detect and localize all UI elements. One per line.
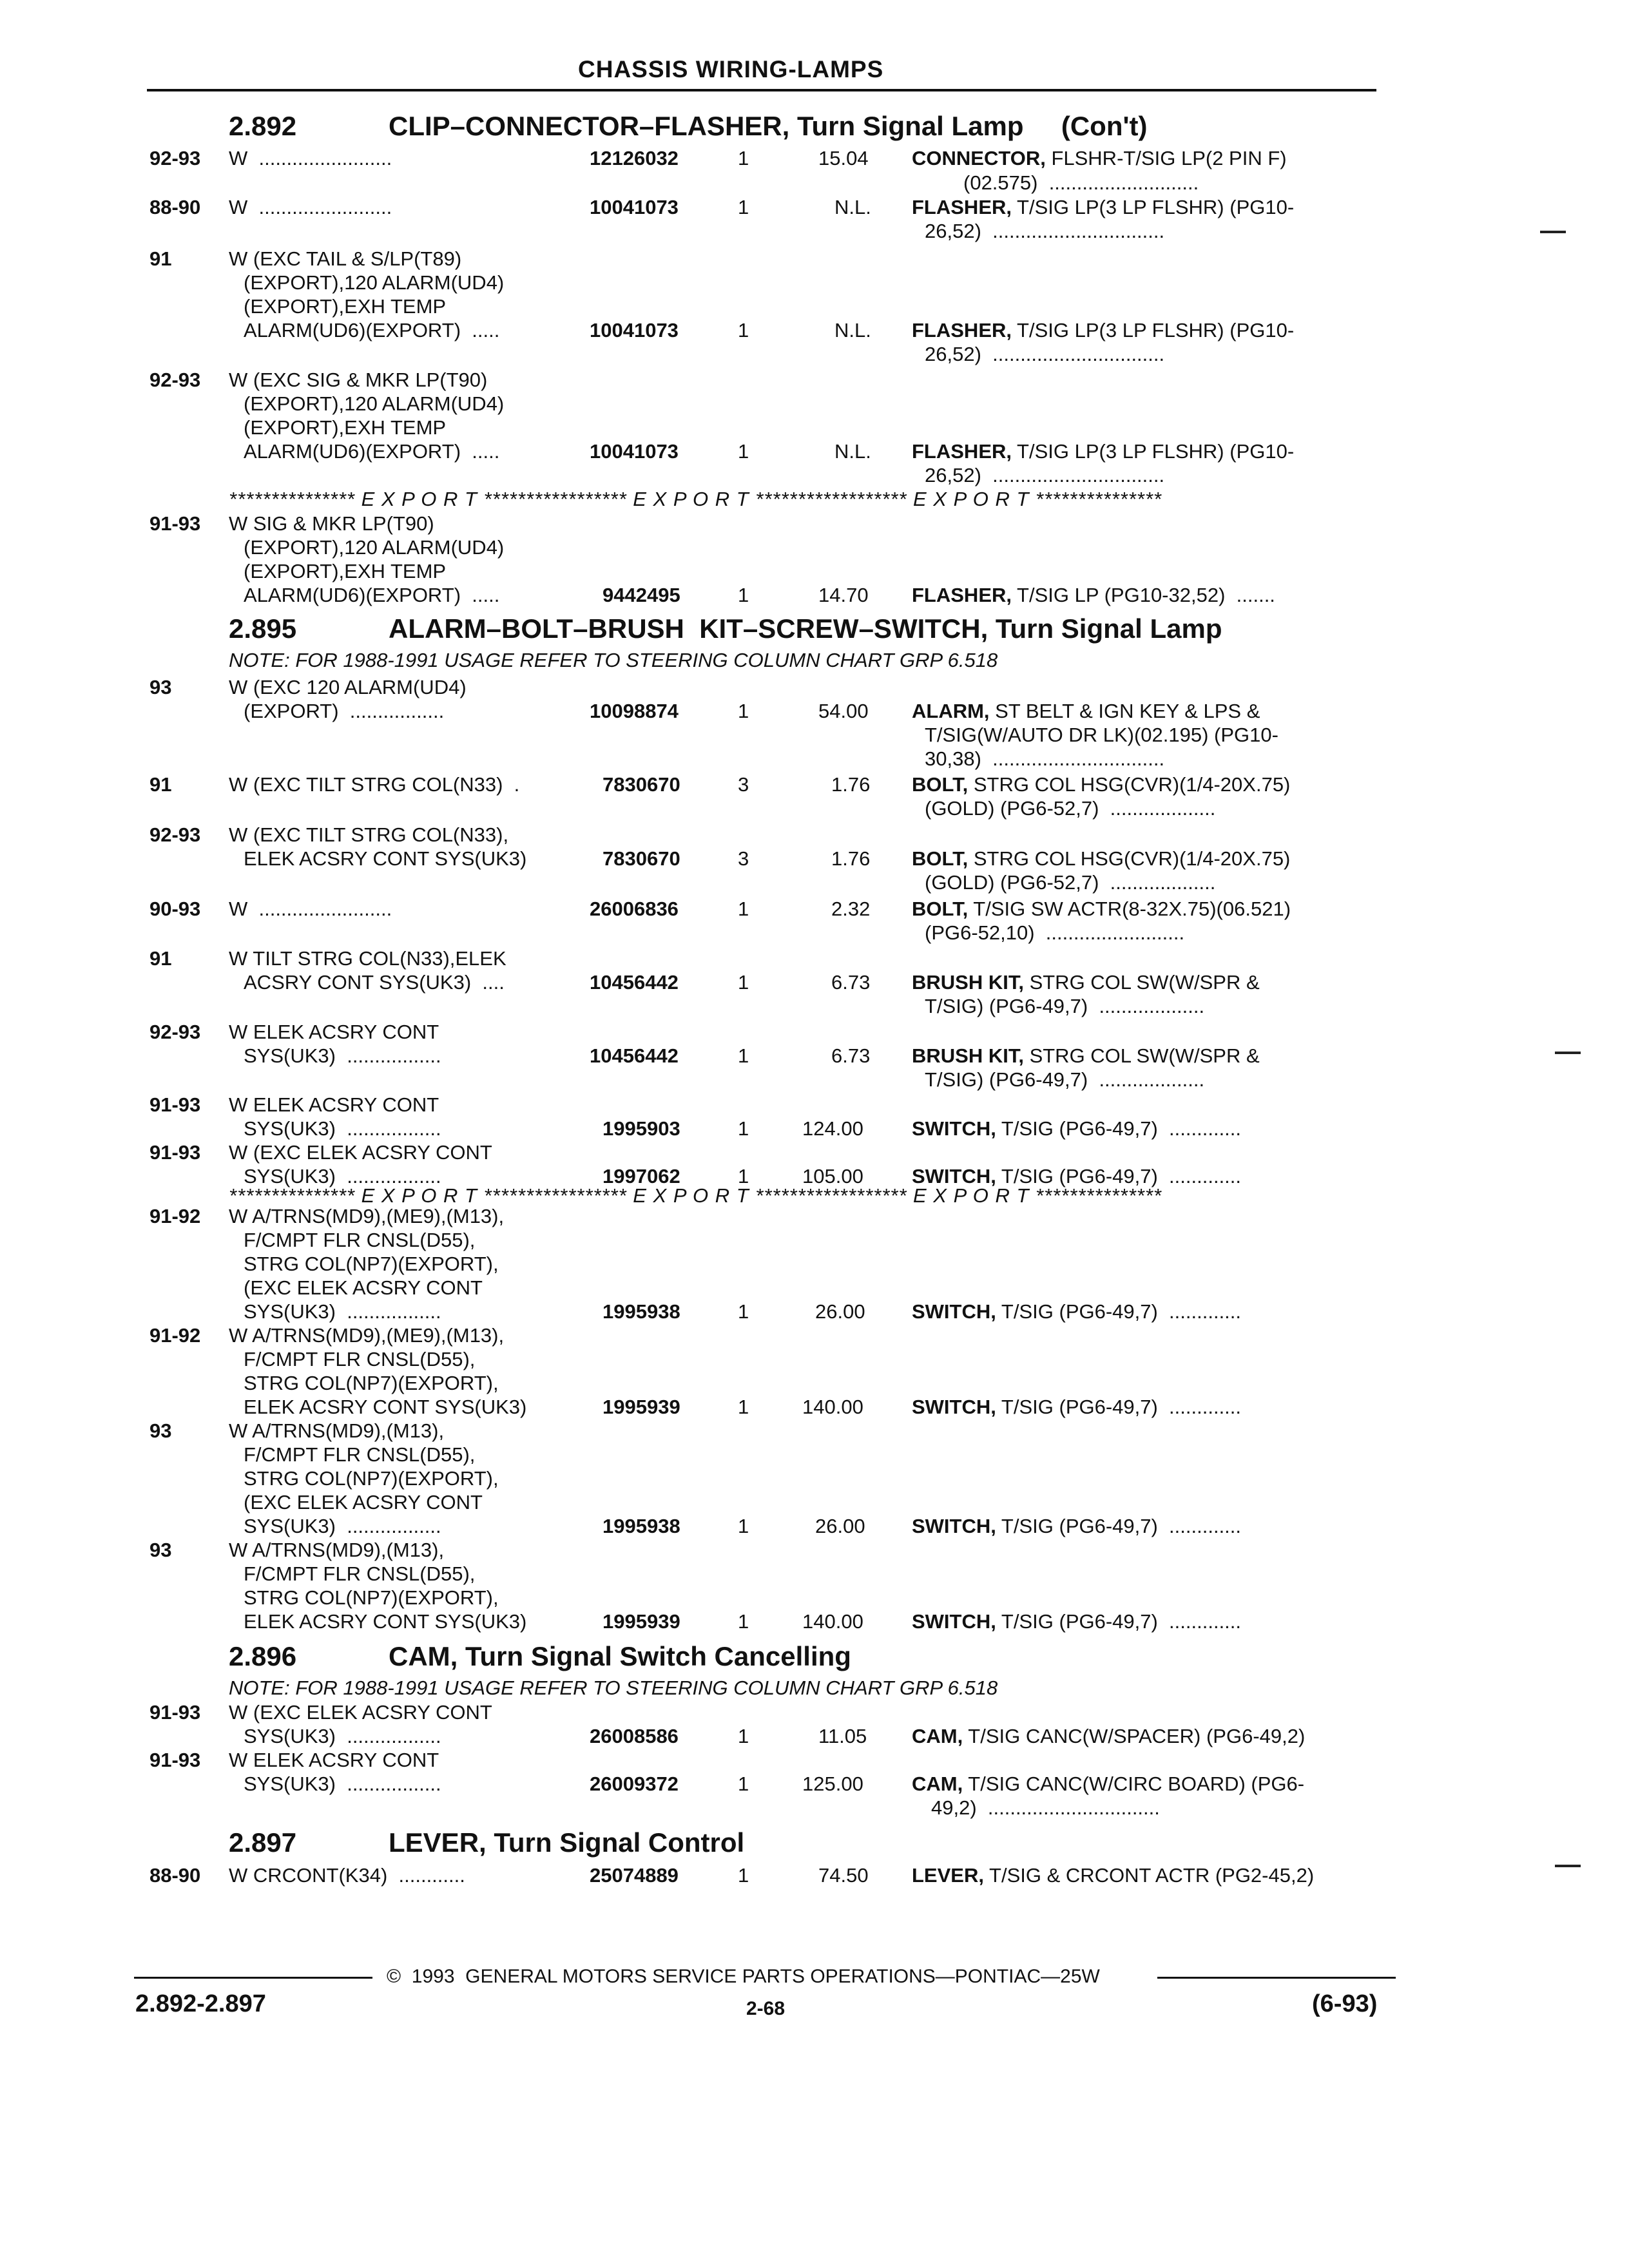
listing-text: F/CMPT FLR CNSL(D55),: [244, 1562, 476, 1585]
listing-text: [912, 319, 1294, 342]
listing-text: N.L.: [834, 440, 871, 463]
listing-text: 1: [738, 971, 749, 994]
listing-text: [912, 147, 1287, 170]
listing-text: (EXPORT),120 ALARM(UD4): [244, 271, 505, 294]
listing-text: 1: [738, 1396, 749, 1418]
part-name: LEVER,: [912, 1864, 984, 1887]
page-number: 2-68: [746, 1998, 786, 2019]
part-description: T/SIG (PG6-49,7) .............: [996, 1117, 1242, 1140]
listing-text: (GOLD) (PG6-52,7) ...................: [925, 871, 1216, 894]
part-description: T/SIG CANC(W/CIRC BOARD) (PG6-: [963, 1773, 1305, 1795]
listing-text: 54.00: [818, 700, 869, 722]
listing-text: STRG COL(NP7)(EXPORT),: [244, 1253, 499, 1275]
section-range: 2.892-2.897: [135, 1990, 266, 2017]
listing-text: 49,2) ...............................: [931, 1796, 1160, 1819]
listing-text: 7830670: [602, 773, 680, 796]
listing-text: 10041073: [590, 196, 679, 218]
listing-text: 93: [149, 1419, 172, 1442]
listing-text: 1: [738, 196, 749, 218]
listing-text: 140.00: [802, 1396, 863, 1418]
listing-text: 10041073: [590, 440, 679, 463]
listing-text: 1: [738, 700, 749, 722]
listing-text: 12126032: [590, 147, 679, 169]
listing-text: (EXPORT),EXH TEMP: [244, 560, 447, 582]
listing-text: 1: [738, 319, 749, 341]
header-rule: [147, 89, 1376, 91]
export-divider: *************** E X P O R T ***************** E X P O R T ****************** E X P O R T ***************: [229, 488, 1162, 510]
listing-text: 1: [738, 1165, 749, 1187]
listing-text: 91: [149, 947, 172, 970]
listing-text: 1995903: [602, 1117, 680, 1140]
listing-text: 92-93: [149, 1021, 201, 1043]
listing-text: 91-93: [149, 512, 201, 535]
listing-text: 91-92: [149, 1205, 201, 1227]
listing-text: 26.00: [815, 1515, 865, 1537]
listing-text: 15.04: [818, 147, 869, 169]
listing-text: F/CMPT FLR CNSL(D55),: [244, 1348, 476, 1370]
part-description: T/SIG (PG6-49,7) .............: [996, 1396, 1242, 1418]
listing-text: T/SIG(W/AUTO DR LK)(02.195) (PG10-: [925, 724, 1278, 746]
listing-text: 92-93: [149, 823, 201, 846]
listing-text: 1: [738, 1864, 749, 1887]
listing-text: SYS(UK3) .................: [244, 1773, 441, 1795]
listing-text: STRG COL(NP7)(EXPORT),: [244, 1372, 499, 1394]
part-description: T/SIG (PG6-49,7) .............: [996, 1515, 1242, 1537]
listing-text: 91-93: [149, 1749, 201, 1771]
listing-text: [912, 1610, 1241, 1633]
part-description: T/SIG LP(3 LP FLSHR) (PG10-: [1012, 196, 1295, 218]
listing-text: 1: [738, 1610, 749, 1633]
listing-text: SYS(UK3) .................: [244, 1117, 441, 1140]
listing-text: 91-93: [149, 1141, 201, 1164]
listing-text: 1995939: [602, 1396, 680, 1418]
listing-text: W (EXC TILT STRG COL(N33),: [229, 823, 509, 846]
listing-text: W ........................: [229, 147, 392, 169]
listing-text: 92-93: [149, 147, 201, 169]
listing-text: 1997062: [602, 1165, 680, 1187]
listing-text: W ELEK ACSRY CONT: [229, 1021, 439, 1043]
section-heading: 2.892: [229, 111, 297, 141]
part-description: STRG COL SW(W/SPR &: [1023, 1044, 1260, 1067]
listing-text: 1: [738, 584, 749, 606]
listing-text: 1: [738, 898, 749, 920]
listing-text: W A/TRNS(MD9),(M13),: [229, 1539, 445, 1561]
listing-text: (EXC ELEK ACSRY CONT: [244, 1491, 483, 1514]
listing-text: 1: [738, 147, 749, 169]
listing-text: W ........................: [229, 898, 392, 920]
listing-text: 7830670: [602, 847, 680, 870]
listing-text: 26,52) ...............................: [925, 464, 1165, 486]
listing-text: 10456442: [590, 971, 679, 994]
listing-text: ALARM(UD6)(EXPORT) .....: [244, 584, 500, 606]
listing-text: W ........................: [229, 196, 392, 218]
part-name: SWITCH,: [912, 1515, 996, 1537]
section-heading: 2.896: [229, 1641, 297, 1671]
listing-text: N.L.: [834, 319, 871, 341]
revision-date: (6-93): [1312, 1990, 1378, 2017]
part-description: T/SIG LP(3 LP FLSHR) (PG10-: [1012, 440, 1295, 463]
listing-text: (GOLD) (PG6-52,7) ...................: [925, 797, 1216, 820]
part-name: BRUSH KIT,: [912, 1044, 1024, 1067]
listing-text: W CRCONT(K34) ............: [229, 1864, 465, 1887]
listing-text: 91-93: [149, 1701, 201, 1724]
listing-text: W ELEK ACSRY CONT: [229, 1093, 439, 1116]
listing-text: W (EXC ELEK ACSRY CONT: [229, 1701, 492, 1724]
listing-text: W SIG & MKR LP(T90): [229, 512, 434, 535]
margin-mark: [1555, 1052, 1581, 1054]
listing-text: 10098874: [590, 700, 679, 722]
copyright-line: © 1993 GENERAL MOTORS SERVICE PARTS OPERATIONS—PONTIAC—25W: [387, 1966, 1100, 1987]
listing-text: ACSRY CONT SYS(UK3) ....: [244, 971, 505, 994]
listing-text: W (EXC SIG & MKR LP(T90): [229, 369, 488, 391]
listing-text: SYS(UK3) .................: [244, 1044, 441, 1067]
listing-text: 2.32: [831, 898, 871, 920]
section-heading: LEVER, Turn Signal Control: [389, 1827, 745, 1858]
part-name: CONNECTOR,: [912, 147, 1046, 169]
listing-text: W (EXC TAIL & S/LP(T89): [229, 247, 462, 270]
listing-text: 6.73: [831, 971, 871, 994]
listing-text: 26009372: [590, 1773, 679, 1795]
listing-text: 74.50: [818, 1864, 869, 1887]
footer-rule-right: [1157, 1977, 1396, 1979]
part-name: FLASHER,: [912, 196, 1012, 218]
section-heading: CLIP–CONNECTOR–FLASHER, Turn Signal Lamp (Con't): [389, 111, 1148, 141]
listing-text: 1995939: [602, 1610, 680, 1633]
listing-text: W (EXC 120 ALARM(UD4): [229, 676, 467, 698]
listing-text: 91-93: [149, 1093, 201, 1116]
listing-text: 91: [149, 247, 172, 270]
listing-text: W (EXC TILT STRG COL(N33) .: [229, 773, 520, 796]
listing-text: 93: [149, 1539, 172, 1561]
section-heading: 2.897: [229, 1827, 297, 1858]
listing-text: 1995938: [602, 1515, 680, 1537]
part-name: SWITCH,: [912, 1165, 996, 1187]
part-description: STRG COL SW(W/SPR &: [1023, 971, 1260, 994]
listing-text: 140.00: [802, 1610, 863, 1633]
export-divider: *************** E X P O R T ***************** E X P O R T ****************** E X P O R T ***************: [229, 1184, 1162, 1207]
listing-text: 1: [738, 1725, 749, 1747]
part-description: T/SIG (PG6-49,7) .............: [996, 1300, 1242, 1323]
listing-text: 1995938: [602, 1300, 680, 1323]
listing-text: 10041073: [590, 319, 679, 341]
part-name: BOLT,: [912, 898, 969, 920]
margin-mark: [1555, 1865, 1581, 1867]
listing-text: 10456442: [590, 1044, 679, 1067]
page-title: CHASSIS WIRING-LAMPS: [578, 56, 884, 82]
listing-text: 9442495: [602, 584, 680, 606]
listing-text: [912, 1117, 1241, 1140]
listing-text: [912, 847, 1290, 870]
listing-text: 90-93: [149, 898, 201, 920]
listing-text: (02.575) ...........................: [963, 171, 1199, 194]
listing-text: ELEK ACSRY CONT SYS(UK3): [244, 1396, 527, 1418]
listing-text: ELEK ACSRY CONT SYS(UK3): [244, 847, 527, 870]
listing-text: [912, 1725, 1305, 1748]
part-description: T/SIG (PG6-49,7) .............: [996, 1165, 1242, 1187]
listing-text: [912, 700, 1260, 723]
listing-text: 26008586: [590, 1725, 679, 1747]
listing-text: (EXPORT),EXH TEMP: [244, 416, 447, 439]
listing-text: F/CMPT FLR CNSL(D55),: [244, 1443, 476, 1466]
listing-text: (PG6-52,10) .........................: [925, 921, 1185, 944]
part-description: T/SIG LP(3 LP FLSHR) (PG10-: [1012, 319, 1295, 341]
listing-text: W ELEK ACSRY CONT: [229, 1749, 439, 1771]
part-description: T/SIG SW ACTR(8-32X.75)(06.521): [968, 898, 1291, 920]
listing-text: STRG COL(NP7)(EXPORT),: [244, 1586, 499, 1609]
part-name: BRUSH KIT,: [912, 971, 1024, 994]
part-name: SWITCH,: [912, 1396, 996, 1418]
listing-text: SYS(UK3) .................: [244, 1515, 441, 1537]
listing-text: 88-90: [149, 196, 201, 218]
part-name: SWITCH,: [912, 1300, 996, 1323]
part-name: CAM,: [912, 1773, 963, 1795]
listing-text: T/SIG) (PG6-49,7) ...................: [925, 995, 1205, 1017]
listing-text: F/CMPT FLR CNSL(D55),: [244, 1229, 476, 1251]
listing-text: 1: [738, 440, 749, 463]
part-description: STRG COL HSG(CVR)(1/4-20X.75): [968, 773, 1291, 796]
listing-text: 6.73: [831, 1044, 871, 1067]
listing-text: SYS(UK3) .................: [244, 1300, 441, 1323]
listing-text: [912, 584, 1275, 607]
part-description: T/SIG CANC(W/SPACER) (PG6-49,2): [963, 1725, 1306, 1747]
listing-text: 105.00: [802, 1165, 863, 1187]
listing-text: [912, 1864, 1314, 1887]
part-name: FLASHER,: [912, 319, 1012, 341]
listing-text: N.L.: [834, 196, 871, 218]
listing-text: T/SIG) (PG6-49,7) ...................: [925, 1068, 1205, 1091]
listing-text: W A/TRNS(MD9),(ME9),(M13),: [229, 1324, 505, 1347]
part-name: FLASHER,: [912, 584, 1012, 606]
part-description: STRG COL HSG(CVR)(1/4-20X.75): [968, 847, 1291, 870]
listing-text: 11.05: [818, 1725, 867, 1747]
listing-text: 14.70: [818, 584, 869, 606]
part-name: BOLT,: [912, 847, 969, 870]
listing-text: SYS(UK3) .................: [244, 1165, 441, 1187]
section-heading: ALARM–BOLT–BRUSH KIT–SCREW–SWITCH, Turn Signal Lamp: [389, 613, 1222, 644]
listing-text: ALARM(UD6)(EXPORT) .....: [244, 319, 500, 341]
listing-text: (EXPORT),120 ALARM(UD4): [244, 536, 505, 559]
listing-text: (EXPORT),EXH TEMP: [244, 295, 447, 318]
listing-text: 1: [738, 1515, 749, 1537]
listing-text: ELEK ACSRY CONT SYS(UK3): [244, 1610, 527, 1633]
listing-text: 93: [149, 676, 172, 698]
part-description: T/SIG LP (PG10-32,52) .......: [1012, 584, 1275, 606]
part-name: ALARM,: [912, 700, 990, 722]
listing-text: 26,52) ...............................: [925, 343, 1165, 365]
listing-text: 25074889: [590, 1864, 679, 1887]
section-note: NOTE: FOR 1988-1991 USAGE REFER TO STEERING COLUMN CHART GRP 6.518: [229, 1677, 998, 1699]
listing-text: [912, 1300, 1241, 1323]
listing-text: 30,38) ...............................: [925, 747, 1165, 770]
section-note: NOTE: FOR 1988-1991 USAGE REFER TO STEERING COLUMN CHART GRP 6.518: [229, 649, 998, 671]
listing-text: 124.00: [802, 1117, 863, 1140]
listing-text: 1: [738, 1117, 749, 1140]
listing-text: 26,52) ...............................: [925, 220, 1165, 242]
part-description: FLSHR-T/SIG LP(2 PIN F): [1045, 147, 1287, 169]
listing-text: [912, 898, 1291, 921]
part-description: T/SIG (PG6-49,7) .............: [996, 1610, 1242, 1633]
listing-text: [912, 773, 1290, 796]
footer-rule-left: [134, 1977, 372, 1979]
listing-text: 1: [738, 1300, 749, 1323]
listing-text: (EXC ELEK ACSRY CONT: [244, 1276, 483, 1299]
section-heading: 2.895: [229, 613, 297, 644]
listing-text: ALARM(UD6)(EXPORT) .....: [244, 440, 500, 463]
listing-text: [912, 1396, 1241, 1419]
listing-text: 125.00: [802, 1773, 863, 1795]
listing-text: 26006836: [590, 898, 679, 920]
listing-text: 91-92: [149, 1324, 201, 1347]
listing-text: 1: [738, 1044, 749, 1067]
listing-text: [912, 440, 1294, 463]
listing-text: 1: [738, 1773, 749, 1795]
listing-text: 26.00: [815, 1300, 865, 1323]
part-name: SWITCH,: [912, 1610, 996, 1633]
listing-text: 3: [738, 847, 749, 870]
section-heading: CAM, Turn Signal Switch Cancelling: [389, 1641, 851, 1671]
listing-text: [912, 1515, 1241, 1538]
listing-text: W A/TRNS(MD9),(ME9),(M13),: [229, 1205, 505, 1227]
listing-text: STRG COL(NP7)(EXPORT),: [244, 1467, 499, 1490]
listing-text: W (EXC ELEK ACSRY CONT: [229, 1141, 492, 1164]
listing-text: [912, 971, 1260, 994]
listing-text: 92-93: [149, 369, 201, 391]
listing-text: 3: [738, 773, 749, 796]
listing-text: [912, 1044, 1260, 1068]
listing-text: 91: [149, 773, 172, 796]
listing-text: W TILT STRG COL(N33),ELEK: [229, 947, 506, 970]
part-name: SWITCH,: [912, 1117, 996, 1140]
listing-text: W A/TRNS(MD9),(M13),: [229, 1419, 445, 1442]
listing-text: 88-90: [149, 1864, 201, 1887]
part-name: CAM,: [912, 1725, 963, 1747]
listing-text: 1.76: [831, 847, 871, 870]
part-description: T/SIG & CRCONT ACTR (PG2-45,2): [983, 1864, 1315, 1887]
part-description: ST BELT & IGN KEY & LPS &: [989, 700, 1260, 722]
listing-text: (EXPORT),120 ALARM(UD4): [244, 392, 505, 415]
margin-mark: [1540, 231, 1566, 233]
part-name: BOLT,: [912, 773, 969, 796]
listing-text: [912, 196, 1294, 219]
listing-text: SYS(UK3) .................: [244, 1725, 441, 1747]
listing-text: [912, 1773, 1304, 1796]
listing-text: (EXPORT) .................: [244, 700, 445, 722]
part-name: FLASHER,: [912, 440, 1012, 463]
listing-text: 1.76: [831, 773, 871, 796]
